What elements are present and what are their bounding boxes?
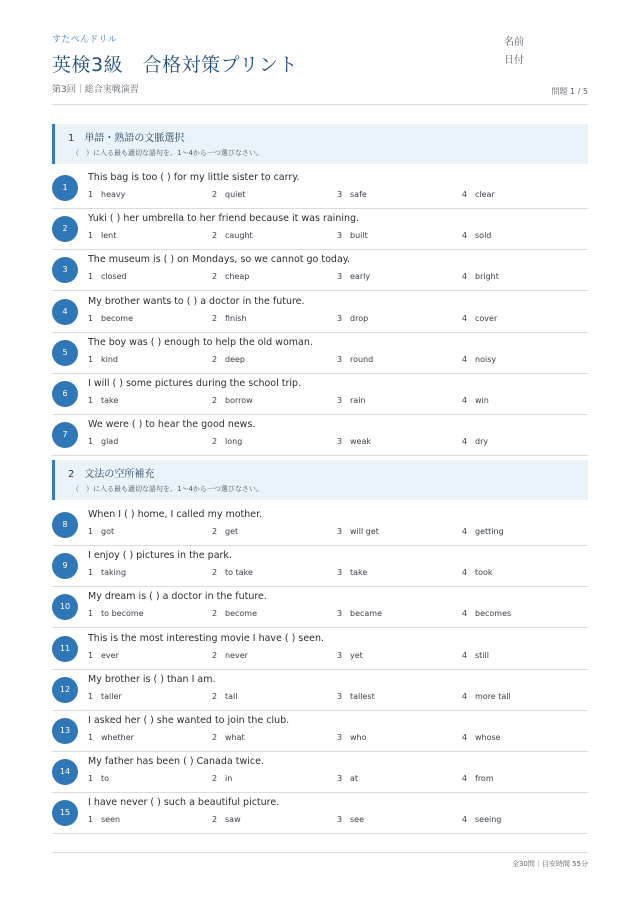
option-number: 4 bbox=[462, 437, 468, 447]
option-text: tall bbox=[225, 691, 238, 701]
answer-option[interactable] bbox=[462, 355, 496, 364]
question-number-badge: 12 bbox=[52, 677, 78, 703]
answer-option[interactable] bbox=[337, 190, 367, 199]
option-number: 1 bbox=[88, 396, 94, 405]
option-number: 4 bbox=[462, 354, 468, 364]
option-number: 4 bbox=[462, 691, 468, 701]
question-text: This bag is too ( ) for my little sister to carry. bbox=[88, 172, 300, 183]
question-row bbox=[52, 333, 588, 374]
question-number-badge: 8 bbox=[52, 512, 78, 538]
question-text: We were ( ) to hear the good news. bbox=[88, 419, 256, 431]
answer-option[interactable] bbox=[337, 314, 368, 323]
question-row bbox=[52, 209, 588, 250]
question-number-badge: 3 bbox=[52, 257, 78, 283]
date-field-label: 日付 bbox=[504, 55, 524, 66]
answer-option[interactable] bbox=[88, 396, 118, 405]
option-number: 3 bbox=[337, 354, 343, 364]
answer-option[interactable] bbox=[462, 527, 504, 536]
option-number: 4 bbox=[462, 815, 468, 825]
answer-option[interactable] bbox=[88, 314, 133, 323]
option-text: to bbox=[101, 774, 110, 784]
answer-option[interactable] bbox=[88, 733, 134, 742]
option-text: getting bbox=[475, 527, 504, 536]
option-text: safe bbox=[350, 190, 367, 199]
question-row bbox=[52, 670, 588, 711]
question-row bbox=[52, 168, 588, 209]
answer-option[interactable] bbox=[337, 692, 375, 701]
question-text: I asked her ( ) she wanted to join the club. bbox=[88, 715, 290, 726]
option-number: 2 bbox=[212, 313, 218, 323]
option-text: got bbox=[101, 527, 115, 536]
answer-option[interactable] bbox=[212, 527, 238, 536]
question-number-badge: 4 bbox=[52, 299, 78, 325]
name-field-label: 名前 bbox=[504, 37, 524, 48]
question-number-badge: 15 bbox=[52, 800, 78, 826]
option-text: sold bbox=[475, 231, 492, 241]
option-text: at bbox=[350, 774, 359, 784]
answer-option[interactable] bbox=[212, 190, 245, 199]
question-text: I will ( ) some pictures during the school trip. bbox=[88, 378, 302, 389]
option-number: 2 bbox=[212, 691, 218, 701]
option-number: 2 bbox=[212, 774, 218, 784]
question-row bbox=[52, 711, 588, 752]
question-number-badge: 1 bbox=[52, 175, 78, 201]
answer-option[interactable] bbox=[462, 774, 494, 783]
question-text: When I ( ) home, I called my mother. bbox=[88, 509, 263, 520]
option-text: bright bbox=[475, 272, 499, 282]
option-number: 4 bbox=[462, 568, 468, 578]
question-text: My brother wants to ( ) a doctor in the future. bbox=[88, 295, 305, 307]
question-row bbox=[52, 546, 588, 587]
answer-option[interactable] bbox=[337, 733, 367, 742]
answer-option[interactable] bbox=[212, 231, 253, 240]
option-text: win bbox=[475, 396, 489, 405]
answer-option[interactable] bbox=[462, 396, 489, 405]
question-text: My father has been ( ) Canada twice. bbox=[88, 756, 264, 768]
answer-option[interactable] bbox=[212, 355, 245, 364]
answer-option[interactable] bbox=[462, 437, 488, 446]
option-text: still bbox=[475, 650, 489, 660]
option-text: became bbox=[350, 609, 383, 619]
option-number: 3 bbox=[337, 313, 343, 323]
option-text: taller bbox=[101, 691, 122, 701]
answer-option[interactable] bbox=[337, 774, 358, 783]
question-number-badge: 11 bbox=[52, 636, 78, 662]
option-number: 1 bbox=[88, 733, 94, 742]
header-divider bbox=[52, 104, 588, 105]
question-row bbox=[52, 629, 588, 670]
option-text: clear bbox=[475, 190, 495, 199]
answer-option[interactable] bbox=[462, 815, 501, 824]
option-number: 2 bbox=[212, 396, 218, 405]
option-text: lent bbox=[101, 231, 117, 241]
option-number: 2 bbox=[212, 190, 218, 199]
answer-option[interactable] bbox=[88, 437, 118, 446]
option-number: 1 bbox=[88, 691, 94, 701]
option-text: rain bbox=[350, 396, 366, 405]
question-text: My brother is ( ) than I am. bbox=[88, 673, 216, 685]
option-number: 3 bbox=[337, 815, 343, 825]
option-number: 1 bbox=[88, 354, 94, 364]
option-text: to take bbox=[225, 568, 253, 578]
question-number-badge: 13 bbox=[52, 718, 78, 744]
question-number-badge: 5 bbox=[52, 340, 78, 366]
answer-option[interactable] bbox=[212, 314, 247, 323]
section-header bbox=[52, 124, 588, 164]
option-number: 2 bbox=[212, 815, 218, 825]
option-text: weak bbox=[350, 437, 371, 447]
option-text: built bbox=[350, 231, 368, 241]
option-number: 1 bbox=[88, 568, 94, 578]
option-text: drop bbox=[350, 313, 369, 323]
question-number-badge: 14 bbox=[52, 759, 78, 785]
question-row bbox=[52, 505, 588, 546]
option-text: round bbox=[350, 354, 374, 364]
option-text: to become bbox=[101, 609, 144, 619]
option-number: 3 bbox=[337, 527, 343, 536]
option-text: cheap bbox=[225, 272, 250, 282]
question-number-badge: 2 bbox=[52, 216, 78, 242]
question-number-badge: 6 bbox=[52, 381, 78, 407]
option-text: seeing bbox=[475, 815, 502, 825]
answer-option[interactable] bbox=[462, 733, 501, 742]
question-row bbox=[52, 793, 588, 834]
question-text: The boy was ( ) enough to help the old woman. bbox=[88, 336, 313, 348]
section-title: 1 単語・熟語の文脈選択 bbox=[68, 133, 185, 144]
option-text: ever bbox=[101, 650, 119, 660]
footer-info: 全30問｜目安時間 55分 bbox=[511, 860, 588, 868]
question-number-badge: 9 bbox=[52, 553, 78, 579]
option-number: 1 bbox=[88, 609, 94, 619]
answer-option[interactable] bbox=[88, 231, 116, 240]
worksheet-page bbox=[52, 0, 588, 905]
answer-option[interactable] bbox=[462, 190, 495, 199]
option-text: get bbox=[225, 527, 239, 536]
option-text: in bbox=[225, 774, 233, 784]
answer-option[interactable] bbox=[212, 437, 242, 446]
option-text: become bbox=[101, 313, 134, 323]
question-number-badge: 7 bbox=[52, 422, 78, 448]
option-number: 2 bbox=[212, 527, 218, 536]
option-number: 2 bbox=[212, 650, 218, 660]
option-text: saw bbox=[225, 815, 241, 825]
question-text: I enjoy ( ) pictures in the park. bbox=[88, 550, 232, 562]
option-number: 3 bbox=[337, 609, 343, 619]
option-text: glad bbox=[101, 437, 119, 447]
option-text: taking bbox=[101, 568, 127, 578]
option-number: 1 bbox=[88, 231, 94, 241]
answer-option[interactable] bbox=[88, 692, 122, 701]
option-text: from bbox=[475, 774, 494, 784]
option-text: cover bbox=[475, 313, 498, 323]
answer-option[interactable] bbox=[337, 815, 364, 824]
section-instruction: （ ）に入る最も適切な語句を、1〜4から一つ選びなさい。 bbox=[72, 485, 263, 493]
section-instruction: （ ）に入る最も適切な語句を、1〜4から一つ選びなさい。 bbox=[72, 149, 263, 157]
answer-option[interactable] bbox=[337, 568, 367, 577]
option-text: more tall bbox=[475, 691, 511, 701]
answer-option[interactable] bbox=[88, 568, 126, 577]
answer-option[interactable] bbox=[88, 651, 119, 660]
option-text: yet bbox=[350, 650, 363, 660]
option-number: 3 bbox=[337, 691, 343, 701]
option-text: long bbox=[225, 437, 243, 447]
option-text: seen bbox=[101, 815, 121, 825]
option-number: 2 bbox=[212, 231, 218, 241]
option-number: 1 bbox=[88, 190, 94, 199]
question-text: This is the most interesting movie I have ( ) seen. bbox=[88, 632, 325, 644]
answer-option[interactable] bbox=[212, 733, 245, 742]
footer-divider bbox=[52, 852, 588, 853]
question-row bbox=[52, 292, 588, 333]
option-number: 4 bbox=[462, 733, 468, 742]
answer-option[interactable] bbox=[462, 609, 511, 618]
question-row bbox=[52, 250, 588, 291]
option-text: finish bbox=[225, 313, 247, 323]
option-text: take bbox=[350, 568, 368, 578]
option-text: become bbox=[225, 609, 258, 619]
option-text: who bbox=[350, 733, 367, 742]
answer-option[interactable] bbox=[212, 651, 248, 660]
section-title: 2 文法の空所補充 bbox=[68, 469, 155, 480]
option-number: 2 bbox=[212, 733, 218, 742]
option-number: 4 bbox=[462, 527, 468, 536]
answer-option[interactable] bbox=[88, 355, 118, 364]
option-number: 3 bbox=[337, 650, 343, 660]
option-text: deep bbox=[225, 354, 245, 364]
answer-option[interactable] bbox=[462, 568, 493, 577]
option-number: 4 bbox=[462, 650, 468, 660]
option-number: 4 bbox=[462, 313, 468, 323]
option-text: took bbox=[475, 568, 493, 578]
option-number: 3 bbox=[337, 396, 343, 405]
option-number: 2 bbox=[212, 272, 218, 282]
option-text: early bbox=[350, 272, 371, 282]
option-number: 4 bbox=[462, 190, 468, 199]
option-text: tallest bbox=[350, 691, 375, 701]
question-row bbox=[52, 415, 588, 456]
option-number: 1 bbox=[88, 272, 94, 282]
question-text: Yuki ( ) her umbrella to her friend because it was raining. bbox=[88, 213, 360, 225]
option-number: 3 bbox=[337, 774, 343, 784]
answer-option[interactable] bbox=[212, 774, 232, 783]
question-row bbox=[52, 374, 588, 415]
answer-option[interactable] bbox=[337, 527, 379, 536]
answer-option[interactable] bbox=[212, 272, 249, 281]
option-text: what bbox=[225, 733, 245, 742]
answer-option[interactable] bbox=[462, 651, 489, 660]
option-number: 4 bbox=[462, 396, 468, 405]
answer-option[interactable] bbox=[88, 527, 114, 536]
option-number: 2 bbox=[212, 354, 218, 364]
option-text: caught bbox=[225, 231, 253, 241]
option-number: 2 bbox=[212, 568, 218, 578]
option-number: 2 bbox=[212, 437, 218, 447]
option-text: will get bbox=[350, 527, 379, 536]
question-count: 問題 1 / 5 bbox=[551, 87, 588, 96]
option-number: 3 bbox=[337, 190, 343, 199]
question-number-badge: 10 bbox=[52, 594, 78, 620]
answer-option[interactable] bbox=[462, 231, 491, 240]
answer-option[interactable] bbox=[337, 437, 371, 446]
answer-option[interactable] bbox=[337, 272, 370, 281]
answer-option[interactable] bbox=[212, 815, 241, 824]
answer-option[interactable] bbox=[88, 609, 144, 618]
option-number: 3 bbox=[337, 437, 343, 447]
option-number: 1 bbox=[88, 313, 94, 323]
answer-option[interactable] bbox=[337, 651, 363, 660]
answer-option[interactable] bbox=[212, 396, 253, 405]
option-text: take bbox=[101, 396, 119, 405]
answer-option[interactable] bbox=[88, 190, 125, 199]
answer-option[interactable] bbox=[337, 396, 365, 405]
page-title: 英検3級 合格対策プリント bbox=[52, 54, 298, 76]
option-text: whether bbox=[101, 733, 134, 742]
option-number: 3 bbox=[337, 568, 343, 578]
answer-option[interactable] bbox=[88, 272, 127, 281]
option-number: 1 bbox=[88, 437, 94, 447]
option-number: 4 bbox=[462, 231, 468, 241]
answer-option[interactable] bbox=[212, 692, 237, 701]
section-header bbox=[52, 460, 588, 500]
answer-option[interactable] bbox=[337, 231, 368, 240]
option-number: 3 bbox=[337, 272, 343, 282]
answer-option[interactable] bbox=[88, 815, 120, 824]
option-text: closed bbox=[101, 272, 127, 282]
option-number: 1 bbox=[88, 527, 94, 536]
option-number: 1 bbox=[88, 815, 94, 825]
question-row bbox=[52, 587, 588, 628]
question-text: My dream is ( ) a doctor in the future. bbox=[88, 591, 267, 603]
brand-label: すたぺんドリル bbox=[52, 35, 118, 45]
answer-option[interactable] bbox=[462, 272, 499, 281]
option-text: whose bbox=[475, 733, 501, 742]
answer-option[interactable] bbox=[212, 609, 257, 618]
option-text: quiet bbox=[225, 190, 246, 199]
page-subtitle: 第3回｜総合実戦演習 bbox=[52, 85, 139, 95]
option-text: becomes bbox=[475, 609, 512, 619]
answer-option[interactable] bbox=[212, 568, 253, 577]
question-row bbox=[52, 752, 588, 793]
option-text: borrow bbox=[225, 396, 253, 405]
option-number: 2 bbox=[212, 609, 218, 619]
option-number: 1 bbox=[88, 650, 94, 660]
option-number: 3 bbox=[337, 231, 343, 241]
option-text: never bbox=[225, 650, 248, 660]
question-text: I have never ( ) such a beautiful picture. bbox=[88, 797, 280, 809]
answer-option[interactable] bbox=[337, 609, 382, 618]
option-number: 4 bbox=[462, 609, 468, 619]
option-text: heavy bbox=[101, 190, 126, 199]
option-text: see bbox=[350, 815, 365, 825]
option-number: 4 bbox=[462, 774, 468, 784]
option-number: 3 bbox=[337, 733, 343, 742]
option-text: noisy bbox=[475, 354, 497, 364]
option-number: 1 bbox=[88, 774, 94, 784]
answer-option[interactable] bbox=[462, 314, 497, 323]
option-text: kind bbox=[101, 354, 119, 364]
answer-option[interactable] bbox=[462, 692, 511, 701]
option-text: dry bbox=[475, 437, 489, 447]
question-text: The museum is ( ) on Mondays, so we cannot go today. bbox=[88, 254, 351, 266]
answer-option[interactable] bbox=[337, 355, 373, 364]
option-number: 4 bbox=[462, 272, 468, 282]
answer-option[interactable] bbox=[88, 774, 109, 783]
